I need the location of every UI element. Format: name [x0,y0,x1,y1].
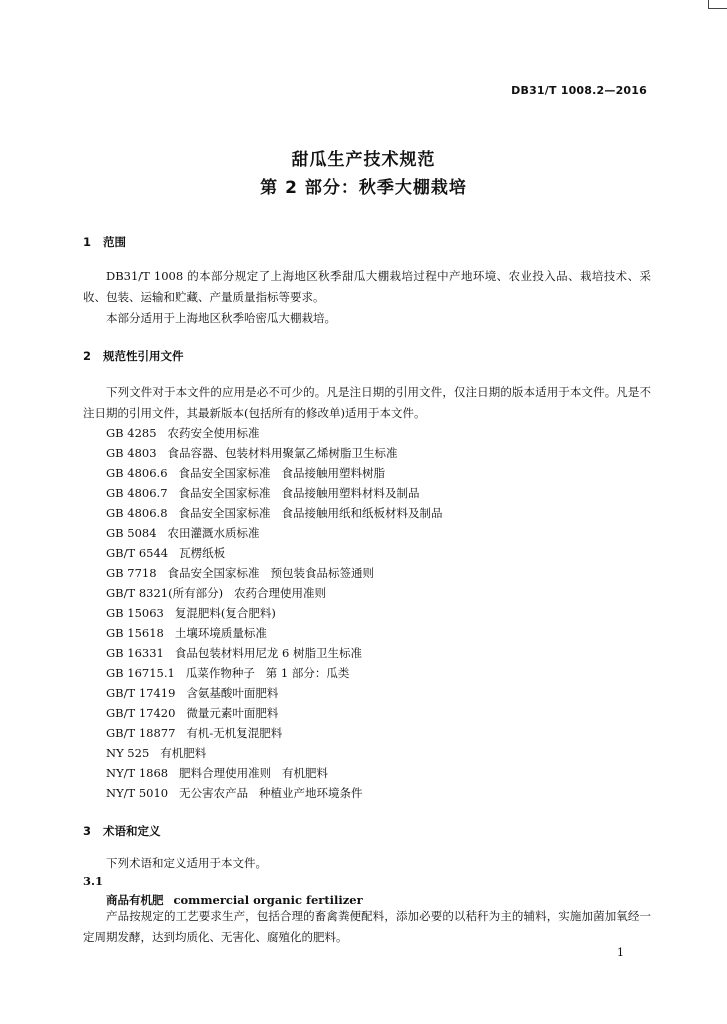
section-heading-scope [83,234,126,250]
section-number: 2 [83,349,92,363]
reference-item: GB 15618 土壤环境质量标准 [106,626,267,640]
reference-item: GB 4285 农药安全使用标准 [106,426,260,440]
references-intro: 下列文件对于本文件的应用是必不可少的。凡是注日期的引用文件，仅注日期的版本适用于本文件。凡是不注日期的引用文件，其最新版本(包括所有的修改单)适用于本文件。 [83,385,651,420]
reference-item: GB/T 17420 微量元素叶面肥料 [106,706,279,720]
term-chinese: 商品有机肥 [106,893,164,907]
reference-item: NY/T 5010 无公害农产品 种植业产地环境条件 [106,786,363,800]
reference-item: GB 16715.1 瓜菜作物种子 第 1 部分：瓜类 [106,666,350,680]
reference-item: GB 4806.8 食品安全国家标准 食品接触用纸和纸板材料及制品 [106,506,443,520]
term-number: 3.1 [83,874,104,888]
reference-item: NY/T 1868 肥料合理使用准则 有机肥料 [106,766,329,780]
reference-item: GB 16331 食品包装材料用尼龙 6 树脂卫生标准 [106,646,362,660]
section-number: 3 [83,824,92,838]
reference-item: GB/T 8321(所有部分) 农药合理使用准则 [106,586,327,600]
reference-item: GB 7718 食品安全国家标准 预包装食品标签通则 [106,566,374,580]
scope-paragraph-2: 本部分适用于上海地区秋季哈密瓜大棚栽培。 [106,311,336,325]
reference-item: NY 525 有机肥料 [106,746,207,760]
section-heading-terms [83,823,161,839]
section-title: 规范性引用文件 [103,349,184,363]
page-number: 1 [617,946,624,959]
reference-item: GB/T 6544 瓦楞纸板 [106,546,226,560]
reference-item: GB/T 17419 含氨基酸叶面肥料 [106,686,279,700]
document-subtitle: 第 2 部分：秋季大棚栽培 [260,178,467,198]
section-heading-references [83,348,184,364]
reference-item: GB/T 18877 有机-无机复混肥料 [106,726,283,740]
term-english: commercial organic fertilizer [173,893,363,907]
term-definition: 产品按规定的工艺要求生产，包括合理的畜禽粪便配料，添加必要的以秸秆为主的辅料，实施加菌加氧经一定周期发酵，达到均质化、无害化、腐殖化的肥料。 [83,909,651,944]
terms-intro: 下列术语和定义适用于本文件。 [106,856,267,870]
reference-item: GB 4803 食品容器、包装材料用聚氯乙烯树脂卫生标准 [106,446,398,460]
document-title: 甜瓜生产技术规范 [291,150,436,170]
section-title: 范围 [103,235,126,249]
section-number: 1 [83,235,92,249]
scope-paragraph-1: DB31/T 1008 的本部分规定了上海地区秋季甜瓜大棚栽培过程中产地环境、农业投入品、栽培技术、采收、包装、运输和贮藏、产量质量指标等要求。 [83,269,651,304]
reference-item: GB 5084 农田灌溉水质标准 [106,526,260,540]
reference-item: GB 4806.6 食品安全国家标准 食品接触用塑料树脂 [106,466,385,480]
reference-item: GB 15063 复混肥料(复合肥料) [106,606,276,620]
reference-item: GB 4806.7 食品安全国家标准 食品接触用塑料材料及制品 [106,486,420,500]
scan-corner-mark [708,0,727,9]
section-title: 术语和定义 [103,824,161,838]
document-code: DB31/T 1008.2—2016 [511,84,647,97]
